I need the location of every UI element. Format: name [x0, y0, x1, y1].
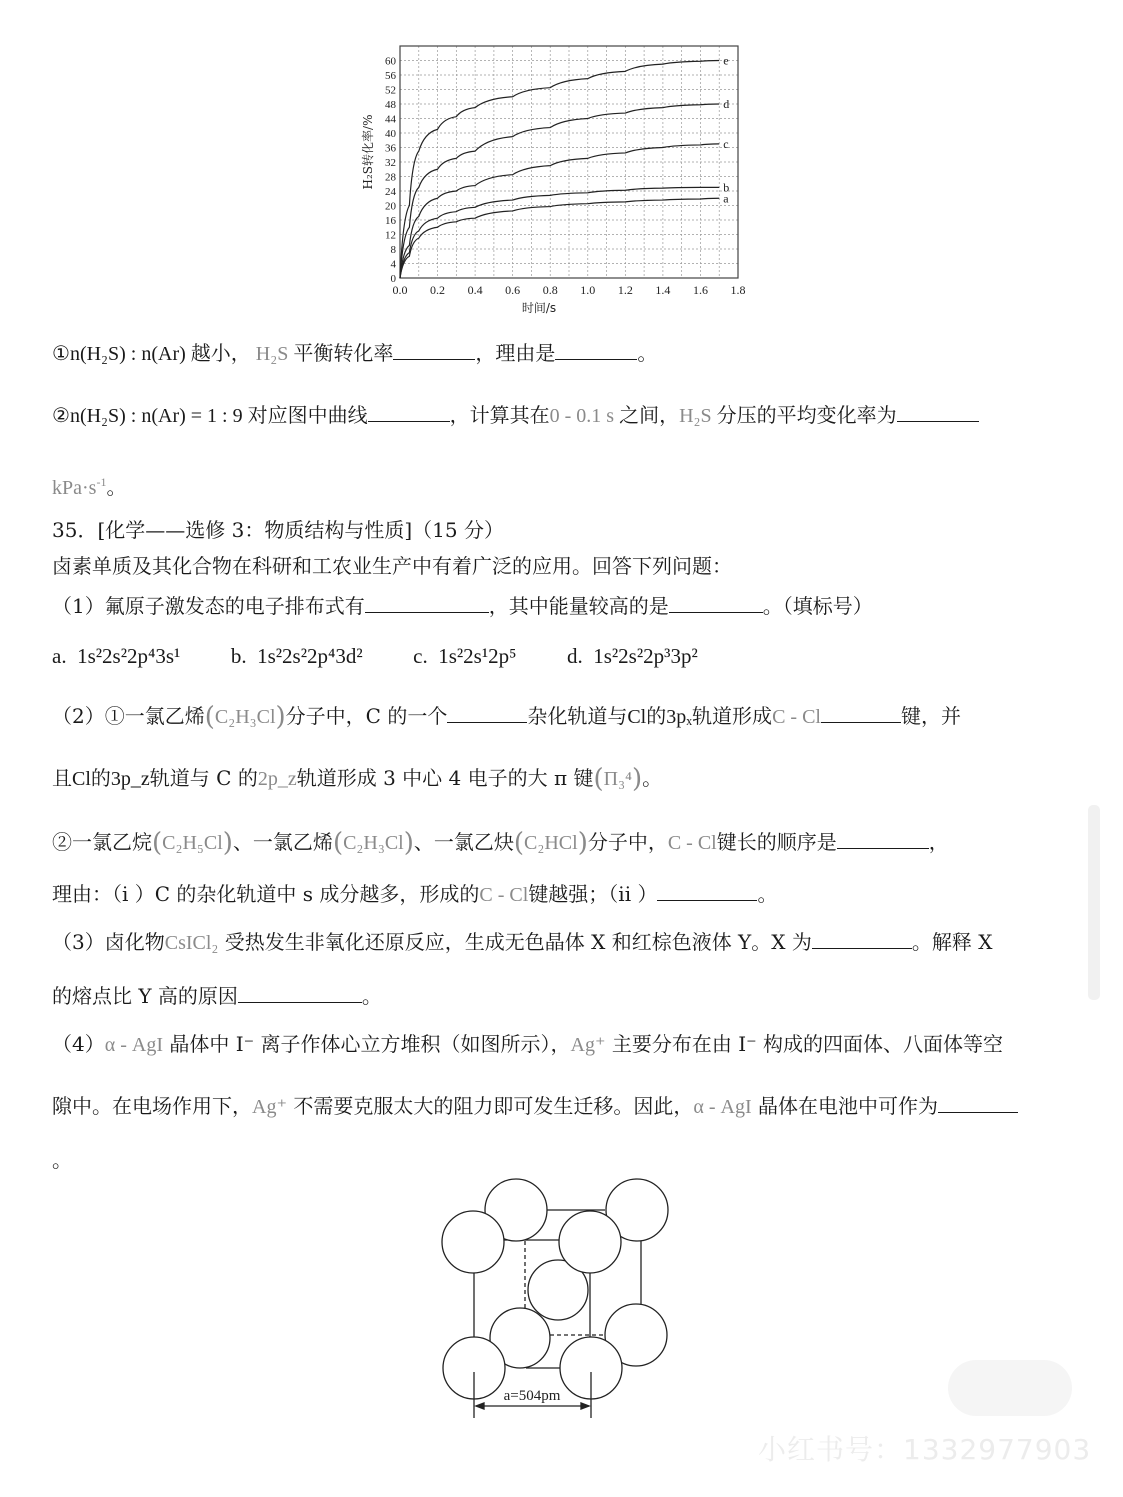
answer-blank[interactable] [365, 594, 489, 613]
x-tick-label: 0.2 [430, 283, 446, 297]
text: 且 [52, 766, 72, 790]
x-tick-label: 0.0 [392, 283, 408, 297]
text: 晶体在电池中可作为 [757, 1094, 938, 1118]
part-1 [52, 592, 873, 620]
y-tick-label: 0 [390, 273, 396, 285]
formula: Cl [627, 706, 647, 728]
x-axis-label: 时间/s [521, 301, 557, 315]
series-label-c: c [723, 136, 729, 151]
series-label-d: d [723, 97, 730, 111]
text: （4） [52, 1032, 105, 1056]
text: 越小， [190, 343, 251, 365]
y-tick-label: 24 [385, 186, 396, 198]
unit: kPa·s [52, 477, 97, 499]
series-label-b: b [723, 180, 730, 195]
iodide-sphere [559, 1211, 621, 1273]
watermark-text: 小红书号：1332977903 [758, 1433, 1092, 1466]
text: 。 [757, 882, 778, 906]
y-tick-label: 28 [385, 171, 396, 184]
text: ，计算其在 [449, 405, 550, 427]
bcc-unit-cell-diagram [430, 1170, 690, 1430]
text: 轨道形成 3 中心 4 电子的大 π 键 [296, 766, 594, 790]
answer-blank[interactable] [447, 704, 527, 723]
answer-blank[interactable] [657, 882, 757, 901]
y-tick-label: 36 [385, 142, 396, 155]
y-tick-label: 44 [385, 113, 396, 126]
formula: Cl [72, 768, 91, 790]
option-d[interactable] [567, 644, 698, 668]
text: ②一氯乙烷 [52, 830, 152, 854]
text: 理由：（i ）C 的杂化轨道中 s 成分越多，形成的 [52, 882, 480, 906]
text: 。 [637, 343, 658, 365]
text: 的熔点比 Y 高的原因 [52, 984, 238, 1008]
bond: C - Cl [479, 884, 529, 906]
text: 。 [642, 766, 663, 790]
text: ，其中能量较高的是 [488, 594, 669, 618]
h2s-formula: H₂S [679, 405, 712, 427]
part-4-line-1 [52, 1030, 1003, 1059]
arrow-head [476, 1403, 484, 1409]
text: 。解释 X [911, 930, 993, 954]
text: 杂化轨道与 [527, 704, 628, 728]
h2s-formula: H₂S [255, 343, 289, 365]
formula: α - AgI [104, 1034, 163, 1056]
pi-bond-symbol: Π₃⁴ [603, 768, 633, 790]
option-label: a. [52, 644, 67, 668]
x-tick-label: 1.4 [655, 283, 671, 297]
lattice-constant-label: a=504pm [503, 1388, 561, 1404]
part-2-line-2: 且Cl的3p_z轨道与 C 的2p_z轨道形成 3 中心 4 电子的大 π 键(Π₃⁴)。 [52, 764, 663, 794]
option-label: b. [230, 644, 247, 668]
formula: C₂H₃Cl [343, 832, 404, 854]
text: 。 [361, 984, 382, 1008]
unit-exponent: -1 [96, 475, 107, 489]
text: 。（填标号） [762, 594, 873, 618]
option-config: 1s²2s²2p⁴3d² [257, 644, 363, 668]
series-line-c [400, 144, 719, 278]
answer-blank[interactable] [938, 1094, 1018, 1113]
part-4-line-2 [52, 1092, 1018, 1121]
text: 键，并 [900, 704, 961, 728]
option-config: 1s²2s¹2p⁵ [438, 644, 517, 668]
h2s-conversion-chart [350, 40, 770, 320]
answer-blank[interactable] [821, 704, 901, 723]
part-2-line-1: （2）①一氯乙烯(C₂H₃Cl)分子中，C 的一个 杂化轨道与Cl的3pₓ轨道形成C - Cl 键，并 [52, 702, 961, 732]
arrow-head [581, 1403, 589, 1409]
formula: α - AgI [693, 1096, 752, 1118]
answer-blank[interactable] [393, 341, 475, 360]
x-tick-label: 0.6 [505, 283, 521, 297]
option-a[interactable] [52, 644, 180, 668]
text: 分子中， [587, 830, 668, 854]
unit-line [52, 468, 126, 502]
y-tick-label: 20 [385, 200, 396, 213]
option-label: d. [566, 644, 583, 668]
option-c[interactable] [413, 644, 516, 668]
answer-blank[interactable] [897, 403, 979, 422]
text: 轨道与 C 的 [149, 766, 258, 790]
formula: CsICl₂ [164, 932, 219, 954]
scroll-edge-artifact [1088, 805, 1100, 1000]
orbital: 3p_z [110, 768, 150, 790]
text: 主要分布在由 I⁻ 构成的四面体、八面体等空 [611, 1032, 1004, 1056]
y-tick-label: 4 [390, 258, 396, 271]
circled-number: ① [52, 343, 70, 365]
text: 。 [106, 477, 127, 499]
time-range: 0 - 0.1 s [549, 405, 615, 427]
x-tick-label: 1.2 [617, 283, 633, 297]
orbital: 2p_z [257, 768, 297, 790]
answer-blank[interactable] [555, 341, 637, 360]
series-line-b [400, 187, 719, 278]
text: 轨道形成 [692, 704, 773, 728]
chart-series [400, 61, 719, 279]
y-axis-label: H₂S转化率/% [361, 114, 375, 190]
text: 隙中。在电场作用下， [52, 1094, 252, 1118]
text: 晶体中 I⁻ 离子作体心立方堆积（如图所示）， [169, 1032, 571, 1056]
text: （2）①一氯乙烯 [52, 704, 205, 728]
y-tick-label: 60 [385, 55, 396, 68]
answer-blank[interactable] [837, 830, 929, 849]
bond: C - Cl [667, 832, 717, 854]
option-config: 1s²2s²2p³3p² [593, 644, 698, 668]
x-tick-label: 1.6 [692, 283, 708, 297]
x-tick-label: 1.8 [730, 283, 746, 297]
section-intro: 卤素单质及其化合物在科研和工农业生产中有着广泛的应用。回答下列问题： [52, 554, 732, 578]
option-config: 1s²2s²2p⁴3s¹ [77, 644, 181, 668]
text: 键越强；（ii ） [528, 882, 658, 906]
x-tick-label: 0.8 [542, 283, 558, 297]
text: 的 [90, 766, 111, 790]
y-tick-label: 40 [385, 128, 396, 140]
question-2 [52, 402, 979, 430]
text: 键长的顺序是 [716, 830, 837, 854]
answer-blank[interactable] [238, 984, 362, 1003]
chart-labels [360, 54, 746, 316]
watermark-logo [948, 1360, 1072, 1416]
text: （3）卤化物 [52, 930, 165, 954]
text: 、一氯乙炔 [413, 830, 514, 854]
text: 之间， [619, 405, 680, 427]
part-4-line-3: 。 [52, 1148, 72, 1172]
text: 的 [646, 704, 667, 728]
series-line-e [400, 61, 719, 279]
series-label-a: a [723, 191, 729, 206]
series-line-a [400, 198, 719, 278]
y-tick-label: 12 [385, 229, 396, 242]
answer-blank[interactable] [669, 594, 763, 613]
answer-blank[interactable] [368, 403, 450, 422]
text: 不需要克服太大的阻力即可发生迁移。因此， [293, 1094, 694, 1118]
section-title: 35．[化学——选修 3：物质结构与性质]（15 分） [52, 518, 504, 542]
text: ，理由是 [475, 343, 556, 365]
text: 平衡转化率 [293, 343, 394, 365]
option-b[interactable] [231, 644, 363, 668]
y-tick-label: 8 [390, 244, 396, 256]
ratio-formula: n(H₂S) : n(Ar) = 1 : 9 [69, 405, 243, 427]
part-2-line-3: ②一氯乙烷(C₂H₅Cl)、一氯乙烯(C₂H₃Cl)、一氯乙炔(C₂HCl)分子中，C - Cl键长的顺序是 ， [52, 828, 949, 858]
formula: C₂H₅Cl [162, 832, 223, 854]
text: 分压的平均变化率为 [716, 405, 897, 427]
options-row [52, 642, 698, 670]
y-tick-label: 56 [385, 70, 396, 82]
formula: C₂HCl [524, 832, 578, 854]
series-line-d [400, 104, 719, 278]
orbital: 3pₓ [666, 706, 693, 728]
part-3-line-2 [52, 982, 382, 1010]
series-label-e: e [723, 53, 729, 68]
text: 、一氯乙烯 [232, 830, 333, 854]
text: 对应图中曲线 [247, 405, 368, 427]
ratio-formula: n(H₂S) : n(Ar) [69, 343, 186, 365]
y-tick-label: 52 [385, 84, 396, 97]
part-3-line-1 [52, 928, 992, 957]
y-tick-label: 48 [385, 99, 396, 111]
x-tick-label: 1.0 [580, 283, 596, 297]
text: （1）氟原子激发态的电子排布式有 [52, 594, 365, 618]
text: 分子中，C 的一个 [285, 704, 448, 728]
part-2-line-4 [52, 880, 777, 909]
question-1 [52, 340, 657, 368]
text: ， [928, 830, 949, 854]
formula: C₂H₃Cl [214, 706, 276, 728]
circled-number: ② [52, 405, 70, 427]
x-tick-label: 0.4 [467, 283, 483, 297]
text: 受热发生非氧化还原反应，生成无色晶体 X 和红棕色液体 Y。X 为 [224, 930, 812, 954]
ion: Ag⁺ [570, 1034, 606, 1056]
ion: Ag⁺ [252, 1096, 287, 1118]
iodide-sphere [442, 1211, 504, 1273]
y-tick-label: 32 [385, 157, 396, 169]
y-tick-label: 16 [385, 215, 396, 227]
option-label: c. [413, 644, 428, 668]
bond: C - Cl [772, 706, 821, 728]
answer-blank[interactable] [812, 930, 912, 949]
